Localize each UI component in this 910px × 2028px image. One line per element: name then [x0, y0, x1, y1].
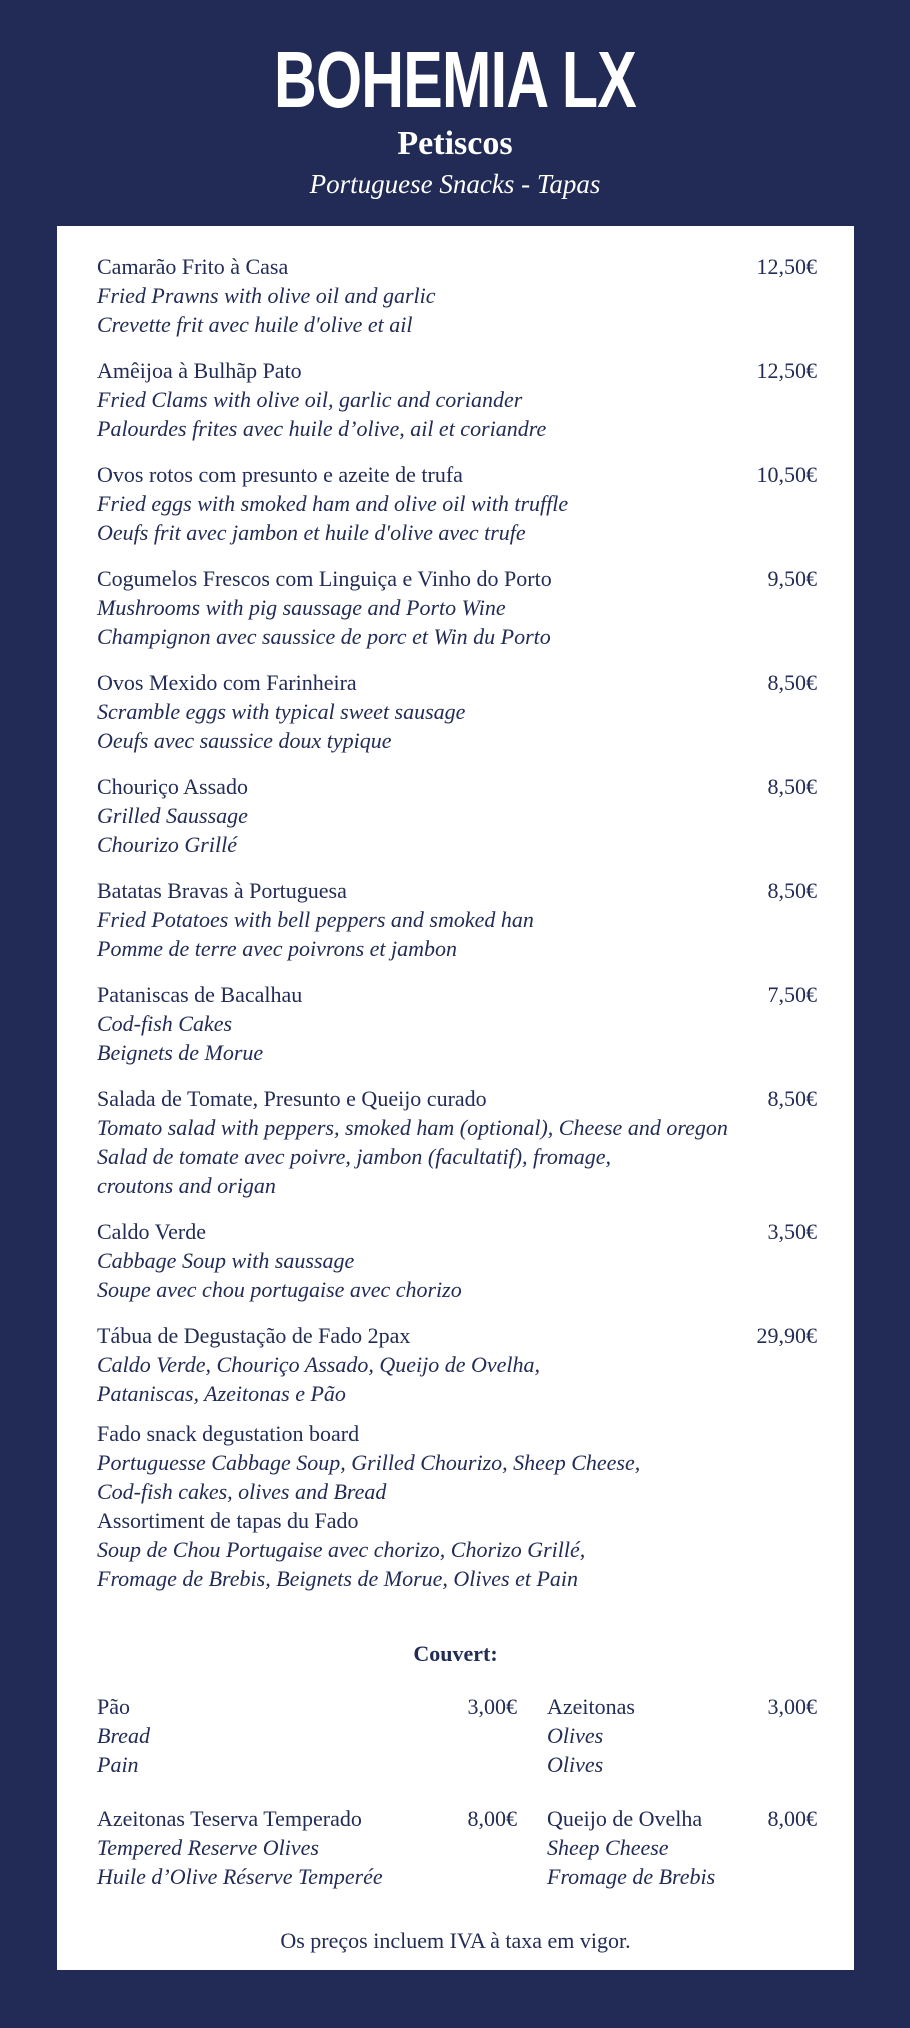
couvert-name: Azeitonas Teserva Temperado — [97, 1806, 362, 1831]
item-name: Caldo Verde — [97, 1219, 206, 1244]
menu-item — [97, 356, 817, 443]
couvert-name: Azeitonas — [547, 1694, 635, 1719]
board-en-line: Cod-fish cakes, olives and Bread — [97, 1479, 387, 1504]
menu-item — [97, 460, 817, 547]
item-description: Cabbage Soup with saussage — [97, 1248, 355, 1273]
board-fr-title: Assortiment de tapas du Fado — [97, 1508, 359, 1533]
item-name: Cogumelos Frescos com Linguiça e Vinho do Porto — [97, 566, 552, 591]
couvert-price: 3,00€ — [467, 1694, 517, 1719]
menu-item — [97, 1084, 817, 1200]
couvert-heading: Couvert: — [413, 1641, 498, 1666]
item-name: Camarão Frito à Casa — [97, 254, 289, 279]
couvert-description: Sheep Cheese — [547, 1835, 669, 1860]
item-price: 8,50€ — [767, 1086, 817, 1111]
couvert-description: Fromage de Brebis — [547, 1864, 716, 1889]
couvert-item — [97, 1692, 517, 1779]
item-price: 7,50€ — [767, 982, 817, 1007]
item-description: Chourizo Grillé — [97, 832, 237, 857]
board-fr-line: Fromage de Brebis, Beignets de Morue, Olives et Pain — [97, 1566, 579, 1591]
couvert-name: Queijo de Ovelha — [547, 1806, 703, 1831]
item-name: Batatas Bravas à Portuguesa — [97, 878, 347, 903]
menu-item — [97, 668, 817, 755]
couvert-description: Tempered Reserve Olives — [97, 1835, 319, 1860]
item-description: Cod-fish Cakes — [97, 1011, 233, 1036]
item-description: Fried Prawns with olive oil and garlic — [97, 283, 436, 308]
item-description: Caldo Verde, Chouriço Assado, Queijo de Ovelha, — [97, 1352, 541, 1377]
item-description: Salad de tomate avec poivre, jambon (facultatif), fromage, — [97, 1144, 612, 1169]
item-price: 8,50€ — [767, 670, 817, 695]
item-name: Ovos Mexido com Farinheira — [97, 670, 357, 695]
item-description: Mushrooms with pig saussage and Porto Wine — [97, 595, 506, 620]
item-price: 12,50€ — [756, 358, 817, 383]
item-description: Beignets de Morue — [97, 1040, 264, 1065]
item-description: Champignon avec saussice de porc et Win du Porto — [97, 624, 551, 649]
menu-item — [97, 564, 817, 651]
couvert-name: Pão — [97, 1694, 130, 1719]
item-description: croutons and origan — [97, 1173, 276, 1198]
item-name: Chouriço Assado — [97, 774, 248, 799]
couvert-description: Pain — [97, 1752, 139, 1777]
couvert-item — [97, 1804, 517, 1891]
item-description: Fried Potatoes with bell peppers and smoked han — [97, 907, 534, 932]
item-description: Pomme de terre avec poivrons et jambon — [97, 936, 458, 961]
menu-title: Petiscos — [397, 125, 513, 162]
menu-item — [97, 1217, 817, 1304]
item-price: 3,50€ — [767, 1219, 817, 1244]
menu-item — [97, 980, 817, 1067]
board-en-line: Portuguesse Cabbage Soup, Grilled Chourizo, Sheep Cheese, — [97, 1450, 641, 1475]
brand-logo: BOHEMIA LX — [273, 35, 637, 124]
couvert-item — [547, 1804, 817, 1891]
couvert-price: 3,00€ — [767, 1694, 817, 1719]
item-description: Scramble eggs with typical sweet sausage — [97, 699, 466, 724]
menu-item — [97, 1321, 817, 1408]
item-description: Oeufs frit avec jambon et huile d'olive avec trufe — [97, 520, 526, 545]
item-description: Grilled Saussage — [97, 803, 248, 828]
couvert-price: 8,00€ — [767, 1806, 817, 1831]
item-description: Oeufs avec saussice doux typique — [97, 728, 392, 753]
couvert-description: Olives — [547, 1723, 604, 1748]
menu-item — [97, 772, 817, 859]
item-description: Soupe avec chou portugaise avec chorizo — [97, 1277, 462, 1302]
item-price: 9,50€ — [767, 566, 817, 591]
menu-item — [97, 876, 817, 963]
item-price: 29,90€ — [756, 1323, 817, 1348]
item-description: Tomato salad with peppers, smoked ham (optional), Cheese and oregon — [97, 1115, 728, 1140]
item-price: 8,50€ — [767, 774, 817, 799]
menu-items — [97, 252, 817, 1610]
tax-note: Os preços incluem IVA à taxa em vigor. — [280, 1928, 631, 1953]
couvert-description: Bread — [97, 1723, 150, 1748]
couvert-description: Olives — [547, 1752, 604, 1777]
item-description: Fried Clams with olive oil, garlic and coriander — [97, 387, 523, 412]
item-description: Crevette frit avec huile d'olive et ail — [97, 312, 413, 337]
item-description: Pataniscas, Azeitonas e Pão — [97, 1381, 346, 1406]
item-name: Amêijoa à Bulhãp Pato — [97, 358, 302, 383]
menu-card — [57, 226, 854, 1970]
board-description — [97, 1419, 817, 1593]
item-name: Pataniscas de Bacalhau — [97, 982, 303, 1007]
item-description: Fried eggs with smoked ham and olive oil with truffle — [97, 491, 569, 516]
item-price: 12,50€ — [756, 254, 817, 279]
item-name: Ovos rotos com presunto e azeite de trufa — [97, 462, 463, 487]
item-description: Palourdes frites avec huile d’olive, ail et coriandre — [97, 416, 547, 441]
item-price: 8,50€ — [767, 878, 817, 903]
item-name: Tábua de Degustação de Fado 2pax — [97, 1323, 411, 1348]
item-name: Salada de Tomate, Presunto e Queijo curado — [97, 1086, 487, 1111]
couvert-description: Huile d’Olive Réserve Temperée — [97, 1864, 383, 1889]
menu-subtitle: Portuguese Snacks - Tapas — [309, 169, 601, 199]
menu-item — [97, 252, 817, 339]
item-price: 10,50€ — [756, 462, 817, 487]
board-en-title: Fado snack degustation board — [97, 1421, 360, 1446]
couvert-item — [547, 1692, 817, 1779]
couvert-price: 8,00€ — [467, 1806, 517, 1831]
board-fr-line: Soup de Chou Portugaise avec chorizo, Chorizo Grillé, — [97, 1537, 586, 1562]
